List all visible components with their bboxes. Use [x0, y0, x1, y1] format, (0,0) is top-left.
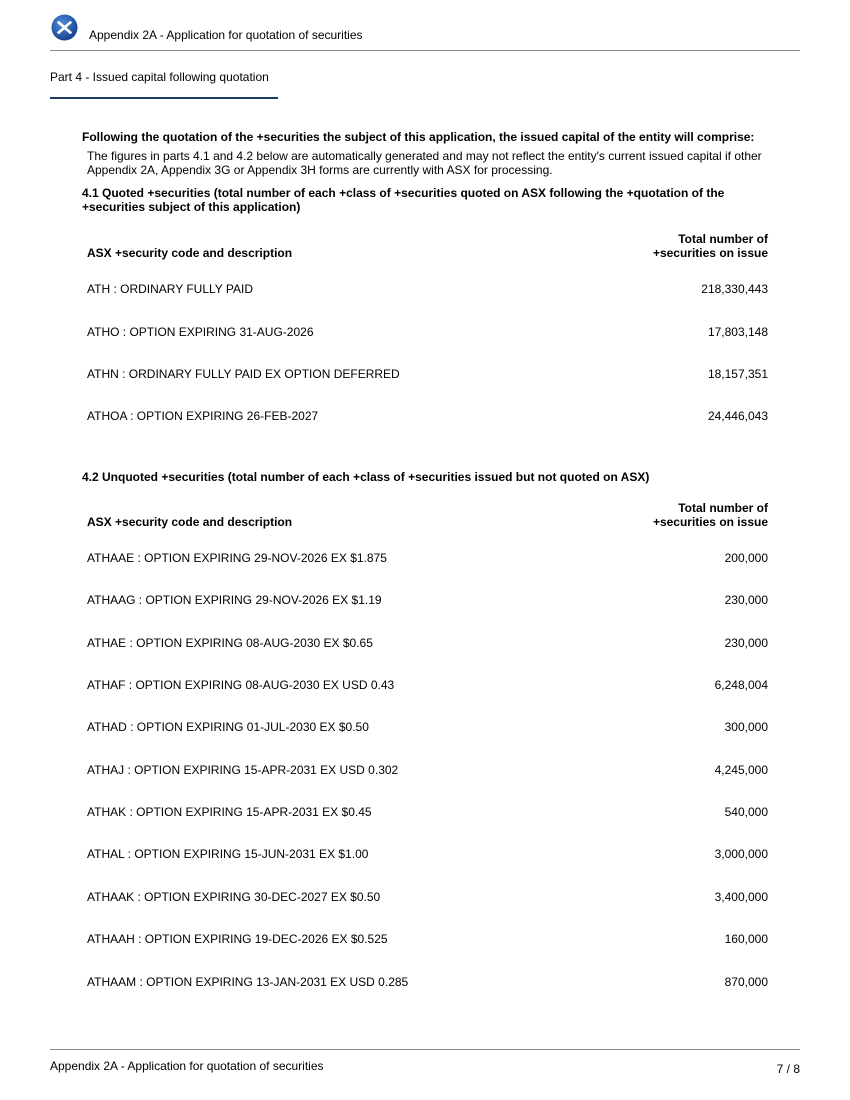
- security-total: 300,000: [724, 720, 768, 735]
- security-total: 3,000,000: [714, 847, 768, 862]
- table-row: [87, 268, 768, 310]
- unquoted-securities-table: [87, 499, 768, 1003]
- table-row: [87, 353, 768, 395]
- security-description: ATHAJ : OPTION EXPIRING 15-APR-2031 EX USD 0.302: [87, 762, 399, 777]
- column-header-total-line1: Total number of: [678, 500, 768, 515]
- security-description: ATHAAH : OPTION EXPIRING 19-DEC-2026 EX $0.525: [87, 932, 388, 947]
- security-total: 540,000: [724, 805, 768, 820]
- security-description: ATHAAK : OPTION EXPIRING 30-DEC-2027 EX $0.50: [87, 889, 381, 904]
- table-row: [87, 833, 768, 875]
- table-row: [87, 537, 768, 579]
- table-row: [87, 621, 768, 663]
- security-total: 24,446,043: [707, 409, 768, 424]
- column-header-total-line2: +securities on issue: [652, 514, 768, 529]
- security-description: ATHAAM : OPTION EXPIRING 13-JAN-2031 EX USD 0.285: [87, 974, 409, 989]
- table-row: [87, 664, 768, 706]
- footer-title: Appendix 2A - Application for quotation of securities: [50, 1059, 324, 1073]
- section-4-1-heading: 4.1 Quoted +securities (total number of each +class of +securities quoted on ASX following the +quotation of the +securities subject of this application): [82, 186, 725, 214]
- asx-logo-icon: [51, 14, 78, 41]
- table-row: [87, 579, 768, 621]
- page-header: [50, 14, 800, 51]
- security-total: 160,000: [724, 932, 768, 947]
- security-description: ATHAK : OPTION EXPIRING 15-APR-2031 EX $0.45: [87, 805, 372, 820]
- column-header-total: [588, 499, 768, 529]
- security-total: 4,245,000: [714, 762, 768, 777]
- security-total: 200,000: [724, 550, 768, 565]
- table-row: [87, 876, 768, 918]
- security-description: ATHOA : OPTION EXPIRING 26-FEB-2027: [87, 409, 319, 424]
- part-heading: Part 4 - Issued capital following quotation: [50, 70, 269, 84]
- table-row: [87, 706, 768, 748]
- security-description: ATHAL : OPTION EXPIRING 15-JUN-2031 EX $1.00: [87, 847, 369, 862]
- table-row: [87, 395, 768, 437]
- header-title: Appendix 2A - Application for quotation of securities: [89, 28, 363, 42]
- column-header-total: [585, 230, 768, 260]
- security-total: 3,400,000: [714, 889, 768, 904]
- page-footer: [50, 1049, 800, 1076]
- column-header-description: ASX +security code and description: [87, 514, 293, 529]
- table-row: [87, 960, 768, 1002]
- page-number: 7 / 8: [776, 1062, 800, 1076]
- intro-statement: Following the quotation of the +securities the subject of this application, the issued capital of the entity will comprise:: [82, 130, 755, 144]
- section-4-2-heading: 4.2 Unquoted +securities (total number of each +class of +securities issued but not quoted on ASX): [82, 469, 650, 484]
- security-description: ATH : ORDINARY FULLY PAID: [87, 282, 254, 297]
- security-description: ATHO : OPTION EXPIRING 31-AUG-2026: [87, 324, 314, 339]
- quoted-securities-table: [87, 230, 768, 438]
- table-header-row: [87, 230, 768, 260]
- security-total: 218,330,443: [701, 282, 768, 297]
- table-header-row: [87, 499, 768, 529]
- part-heading-underline: [50, 97, 278, 99]
- security-description: ATHAE : OPTION EXPIRING 08-AUG-2030 EX $0.65: [87, 635, 373, 650]
- security-total: 18,157,351: [707, 366, 768, 381]
- intro-note: The figures in parts 4.1 and 4.2 below are automatically generated and may not reflect the entity's current issued capital if other Appendix 2A, Appendix 3G or Appendix 3H forms are currently with ASX for processing.: [87, 149, 762, 177]
- column-header-description: ASX +security code and description: [87, 246, 293, 260]
- security-total: 6,248,004: [714, 677, 768, 692]
- security-description: ATHN : ORDINARY FULLY PAID EX OPTION DEFERRED: [87, 366, 400, 381]
- issued-capital-content: [82, 130, 768, 1003]
- security-total: 17,803,148: [707, 324, 768, 339]
- security-description: ATHAAE : OPTION EXPIRING 29-NOV-2026 EX $1.875: [87, 550, 387, 565]
- security-description: ATHAF : OPTION EXPIRING 08-AUG-2030 EX USD 0.43: [87, 677, 395, 692]
- column-header-total-line1: Total number of: [678, 232, 768, 246]
- security-description: ATHAD : OPTION EXPIRING 01-JUL-2030 EX $0.50: [87, 720, 369, 735]
- column-header-total-line2: +securities on issue: [652, 246, 768, 260]
- security-total: 230,000: [724, 593, 768, 608]
- table-row: [87, 310, 768, 352]
- table-row: [87, 918, 768, 960]
- security-description: ATHAAG : OPTION EXPIRING 29-NOV-2026 EX $1.19: [87, 593, 382, 608]
- security-total: 230,000: [724, 635, 768, 650]
- table-row: [87, 791, 768, 833]
- security-total: 870,000: [724, 974, 768, 989]
- table-row: [87, 749, 768, 791]
